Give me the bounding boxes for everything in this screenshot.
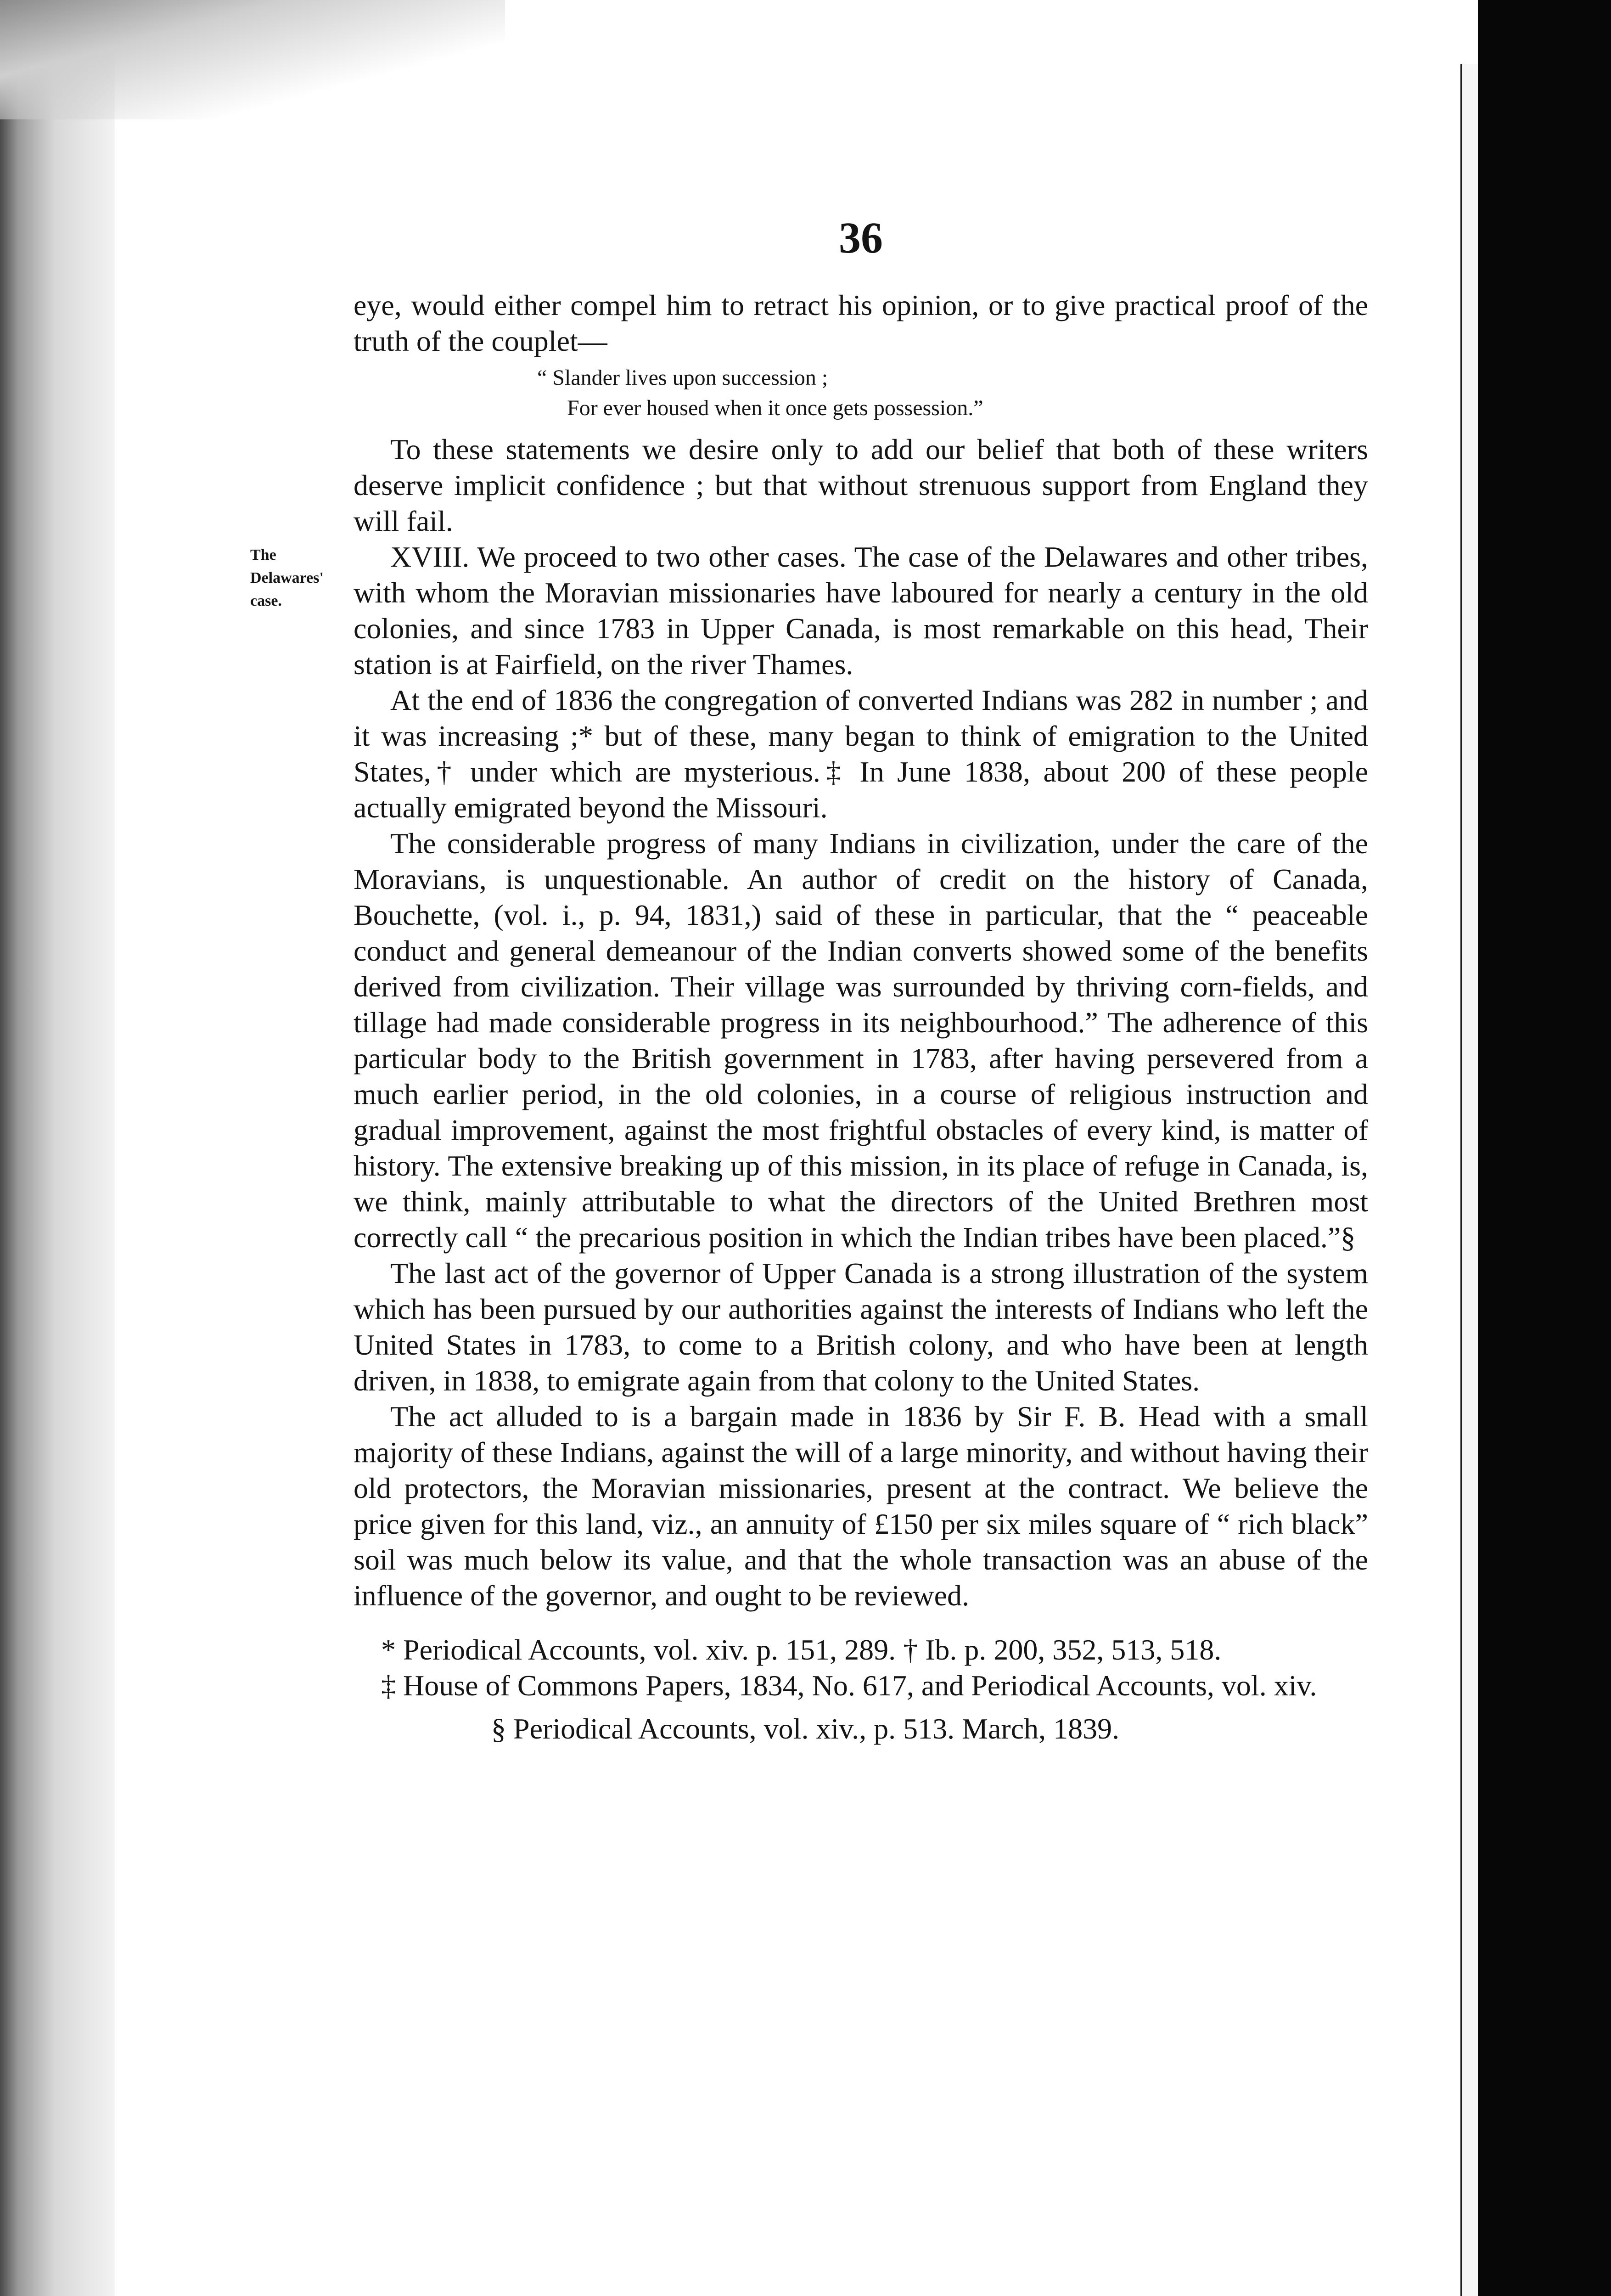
page-number: 36 — [839, 213, 883, 262]
footnote-1: * Periodical Accounts, vol. xiv. p. 151, 289. † Ib. p. 200, 352, 513, 518. — [381, 1633, 1222, 1666]
paragraph-4: At the end of 1836 the congregation of converted Indians was 282 in number ; and it was increasing ;* but of these, many began to think of emigration to the United States,† under which are mysterious.‡ In June 1838, about 200 of these people actually emigrated beyond the Missouri. — [354, 684, 1368, 824]
book-spine-shadow — [0, 0, 115, 2296]
paragraph-6: The last act of the governor of Upper Canada is a strong illustration of the system which has been pursued by our authorities against the interests of Indians who left the United States in 1783, to come to a British colony, and who have been at length driven, in 1838, to emigrate again from that colony to the United States. — [354, 1257, 1368, 1397]
paragraph-1: eye, would either compel him to retract his opinion, or to give practical proof of the truth of the couplet— — [354, 289, 1368, 357]
page-corner-shadow — [0, 0, 505, 119]
footnote-2: ‡ House of Commons Papers, 1834, No. 617, and Periodical Accounts, vol. xiv. — [381, 1669, 1317, 1702]
scan-border — [1478, 0, 1611, 2296]
footnote-3: § Periodical Accounts, vol. xiv., p. 513. March, 1839. — [491, 1712, 1120, 1745]
verse-line-2: For ever housed when it once gets possession.” — [567, 396, 983, 420]
paragraph-5: The considerable progress of many Indians in civilization, under the care of the Moravians, is unquestionable. An author of credit on the history of Canada, Bouchette, (vol. i., p. 94, 1831,) said of these in particular, that the “ peaceable conduct and general demeanour of the Indian converts showed some of the benefits derived from civilization. Their village was surrounded by thriving corn-fields, and tillage had made considerable progress in its neighbourhood.” The adherence of this particular body to the British government in 1783, after having persevered from a much earlier period, in the old colonies, in a course of religious instruction and gradual improvement, against the most frightful obstacles of every kind, is matter of history. The extensive breaking up of this mission, in its place of refuge in Canada, is, we think, mainly attributable to what the directors of the United Brethren most correctly call “ the precarious position in which the Indian tribes have been placed.”§ — [354, 827, 1368, 1254]
page-content — [250, 213, 1368, 1747]
paragraph-2: To these statements we desire only to add our belief that both of these writers deserve implicit confidence ; but that without strenuous support from England they will fail. — [354, 433, 1368, 537]
footnotes — [354, 1632, 1368, 1747]
margin-note: The Delawares' case. — [250, 546, 324, 609]
paragraph-3: XVIII. We proceed to two other cases. The case of the Delawares and other tribes, with whom the Moravian missionaries have laboured for nearly a century in the old colonies, and since 1783 in Upper Canada, is most remarkable on this head, Their station is at Fairfield, on the river Thames. — [354, 540, 1368, 681]
verse-couplet — [354, 363, 1368, 423]
page-edge — [1460, 64, 1478, 2296]
verse-line-1: “ Slander lives upon succession ; — [537, 366, 828, 390]
section-xviii — [250, 539, 1368, 682]
paragraph-7: The act alluded to is a bargain made in 1836 by Sir F. B. Head with a small majority of these Indians, against the will of a large minority, and without having their old protectors, the Moravian missionaries, present at the contract. We believe the price given for this land, viz., an annuity of £150 per six miles square of “ rich black” soil was much below its value, and that the whole transaction was an abuse of the influence of the governor, and ought to be reviewed. — [354, 1400, 1368, 1612]
